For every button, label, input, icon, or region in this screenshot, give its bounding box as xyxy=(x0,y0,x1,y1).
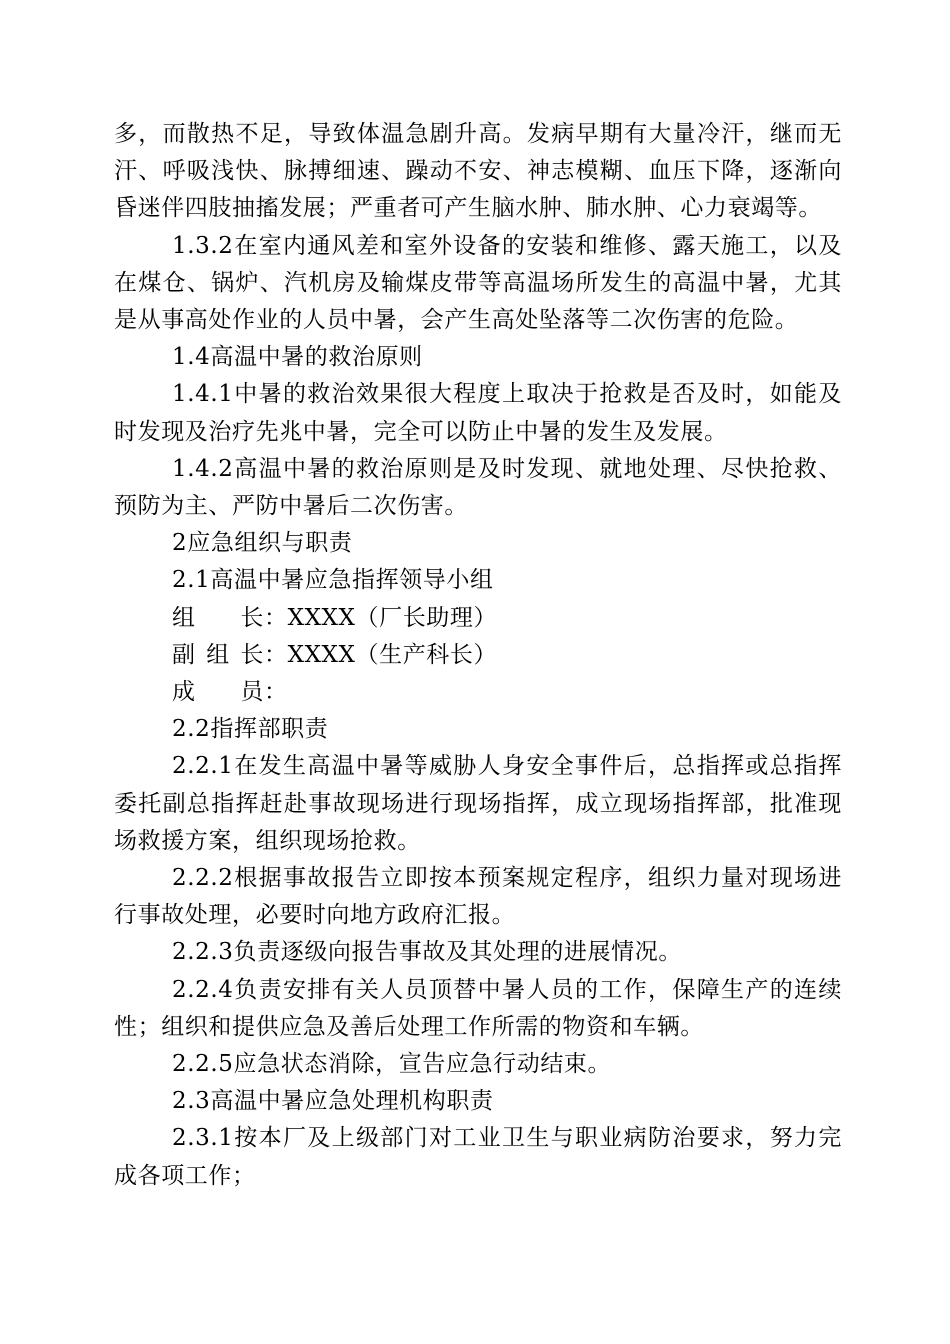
heading-1-4: 1.4高温中暑的救治原则 xyxy=(172,344,423,371)
member-value: XXXX（厂长助理） xyxy=(287,604,498,631)
paragraph-2-2-2: 2.2.2根据事故报告立即按本预案规定程序，组织力量对现场进行事故处理，必要时向地方政府汇报。 xyxy=(114,865,842,929)
heading-2-3: 2.3高温中暑应急处理机构职责 xyxy=(172,1088,494,1115)
member-colon: ： xyxy=(264,641,288,668)
paragraph-2-2-3: 2.2.3负责逐级向报告事故及其处理的进展情况。 xyxy=(172,939,682,966)
member-row-deputy xyxy=(114,637,842,674)
paragraph-1-3-2: 1.3.2在室内通风差和室外设备的安装和维修、露天施工，以及在煤仓、锅炉、汽机房及输煤皮带等高温场所发生的高温中暑，尤其是从事高处作业的人员中暑，会产生高处坠落等二次伤害的危险。 xyxy=(114,232,842,334)
member-role: 组长 xyxy=(172,604,264,631)
heading-2: 2应急组织与职责 xyxy=(172,530,353,557)
paragraph-2-2-5: 2.2.5应急状态消除，宣告应急行动结束。 xyxy=(172,1051,612,1078)
heading-2-1: 2.1高温中暑应急指挥领导小组 xyxy=(172,567,494,594)
member-value: XXXX（生产科长） xyxy=(287,641,498,668)
paragraph-2-2-1: 2.2.1在发生高温中暑等威胁人身安全事件后，总指挥或总指挥委托副总指挥赶赴事故现场进行现场指挥，成立现场指挥部，批准现场救援方案，组织现场抢救。 xyxy=(114,753,842,854)
paragraph-1-4-2: 1.4.2高温中暑的救治原则是及时发现、就地处理、尽快抢救、预防为主、严防中暑后二次伤害。 xyxy=(114,455,842,520)
member-colon: ： xyxy=(264,604,288,631)
document-body xyxy=(114,116,842,1195)
paragraph-continuation: 多，而散热不足，导致体温急剧升高。发病早期有大量冷汗，继而无汗、呼吸浅快、脉搏细速、躁动不安、神志模糊、血压下降，逐渐向昏迷伴四肢抽搐发展；严重者可产生脑水肿、肺水肿、心力衰竭等。 xyxy=(114,121,842,222)
member-row-leader xyxy=(114,600,842,637)
paragraph-2-2-4: 2.2.4负责安排有关人员顶替中暑人员的工作，保障生产的连续性；组织和提供应急及善后处理工作所需的物资和车辆。 xyxy=(114,976,842,1040)
heading-2-2: 2.2指挥部职责 xyxy=(172,716,329,743)
member-role: 副组长 xyxy=(172,641,264,668)
paragraph-2-3-1: 2.3.1按本厂及上级部门对工业卫生与职业病防治要求，努力完成各项工作； xyxy=(114,1125,842,1189)
member-colon: ： xyxy=(264,679,288,706)
paragraph-1-4-1: 1.4.1中暑的救治效果很大程度上取决于抢救是否及时，如能及时发现及治疗先兆中暑，完全可以防止中暑的发生及发展。 xyxy=(114,381,842,445)
member-row-members xyxy=(114,674,842,711)
member-role: 成员 xyxy=(172,679,264,706)
